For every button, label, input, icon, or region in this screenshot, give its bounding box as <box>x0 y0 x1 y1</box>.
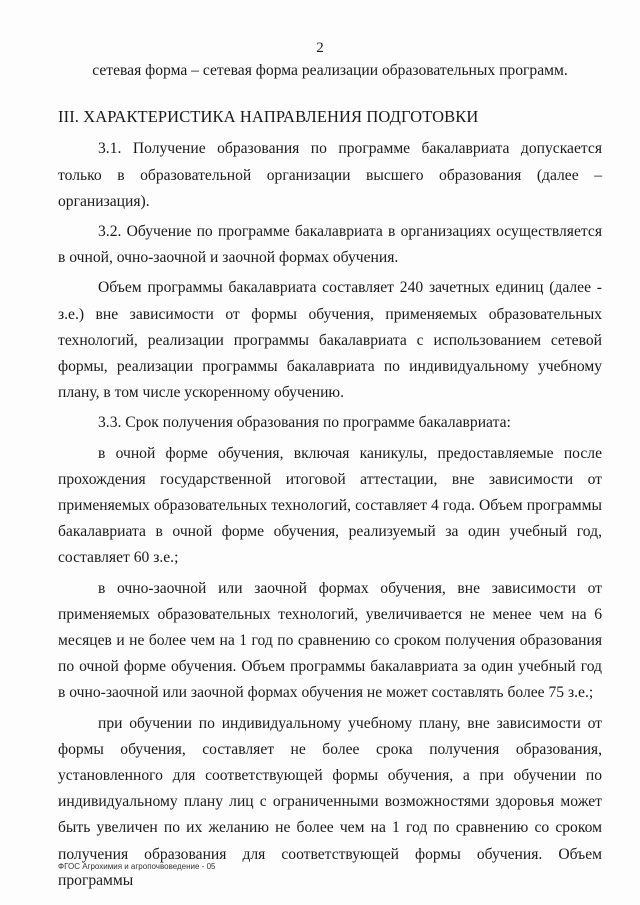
paragraph-full-time: в очной форме обучения, включая каникулы, предоставляемые после прохождения государственной итоговой аттестации, вне зависимости от применяемых образовательных технологий, составляет 4 года. Объем программы бакалавриата в очной форме обучения, реализуемый за один учебный год, составляет 60 з.е.; <box>58 444 602 567</box>
intro-line: сетевая форма – сетевая форма реализации образовательных программ. <box>92 62 568 79</box>
page-footer: ФГОС Агрохимия и агропочвоведение - 05 <box>58 862 216 871</box>
page-number: 2 <box>316 40 324 56</box>
paragraph-individual-plan: при обучении по индивидуальному учебному плану, вне зависимости от формы обучения, составляет не более срока получения образования, установленного для соответствующей формы обучения, а при обучении по индивидуальному плану лиц с ограниченными возможностями здоровья может быть увеличен по их желанию не более чем на 1 год по сравнению со сроком получения образования для соответствующей формы обучения. Объем программы <box>58 714 602 889</box>
document-body <box>58 58 602 894</box>
paragraph-part-time: в очно-заочной или заочной формах обучения, вне зависимости от применяемых образовательных технологий, увеличивается не менее чем на 6 месяцев и не более чем на 1 год по сравнению со сроком получения образования по очной форме обучения. Объем программы бакалавриата за один учебный год в очно-заочной или заочной формах обучения не может составлять более 75 з.е.; <box>58 579 602 702</box>
paragraph-program-volume: Объем программы бакалавриата составляет 240 зачетных единиц (далее - з.е.) вне зависимости от формы обучения, применяемых образовательных технологий, реализации программы бакалавриата с использованием сетевой формы, реализации программы бакалавриата по индивидуальному учебному плану, в том числе ускоренному обучению. <box>58 279 602 402</box>
paragraph-3-3: 3.3. Срок получения образования по программе бакалавриата: <box>98 414 511 432</box>
section-heading: III. ХАРАКТЕРИСТИКА НАПРАВЛЕНИЯ ПОДГОТОВКИ <box>58 107 479 127</box>
paragraph-3-2: 3.2. Обучение по программе бакалавриата в организациях осуществляется в очной, очно-заочной и заочной формах обучения. <box>58 223 602 267</box>
paragraph-3-1: 3.1. Получение образования по программе бакалавриата допускается только в образовательной организации высшего образования (далее – организация). <box>58 140 602 210</box>
